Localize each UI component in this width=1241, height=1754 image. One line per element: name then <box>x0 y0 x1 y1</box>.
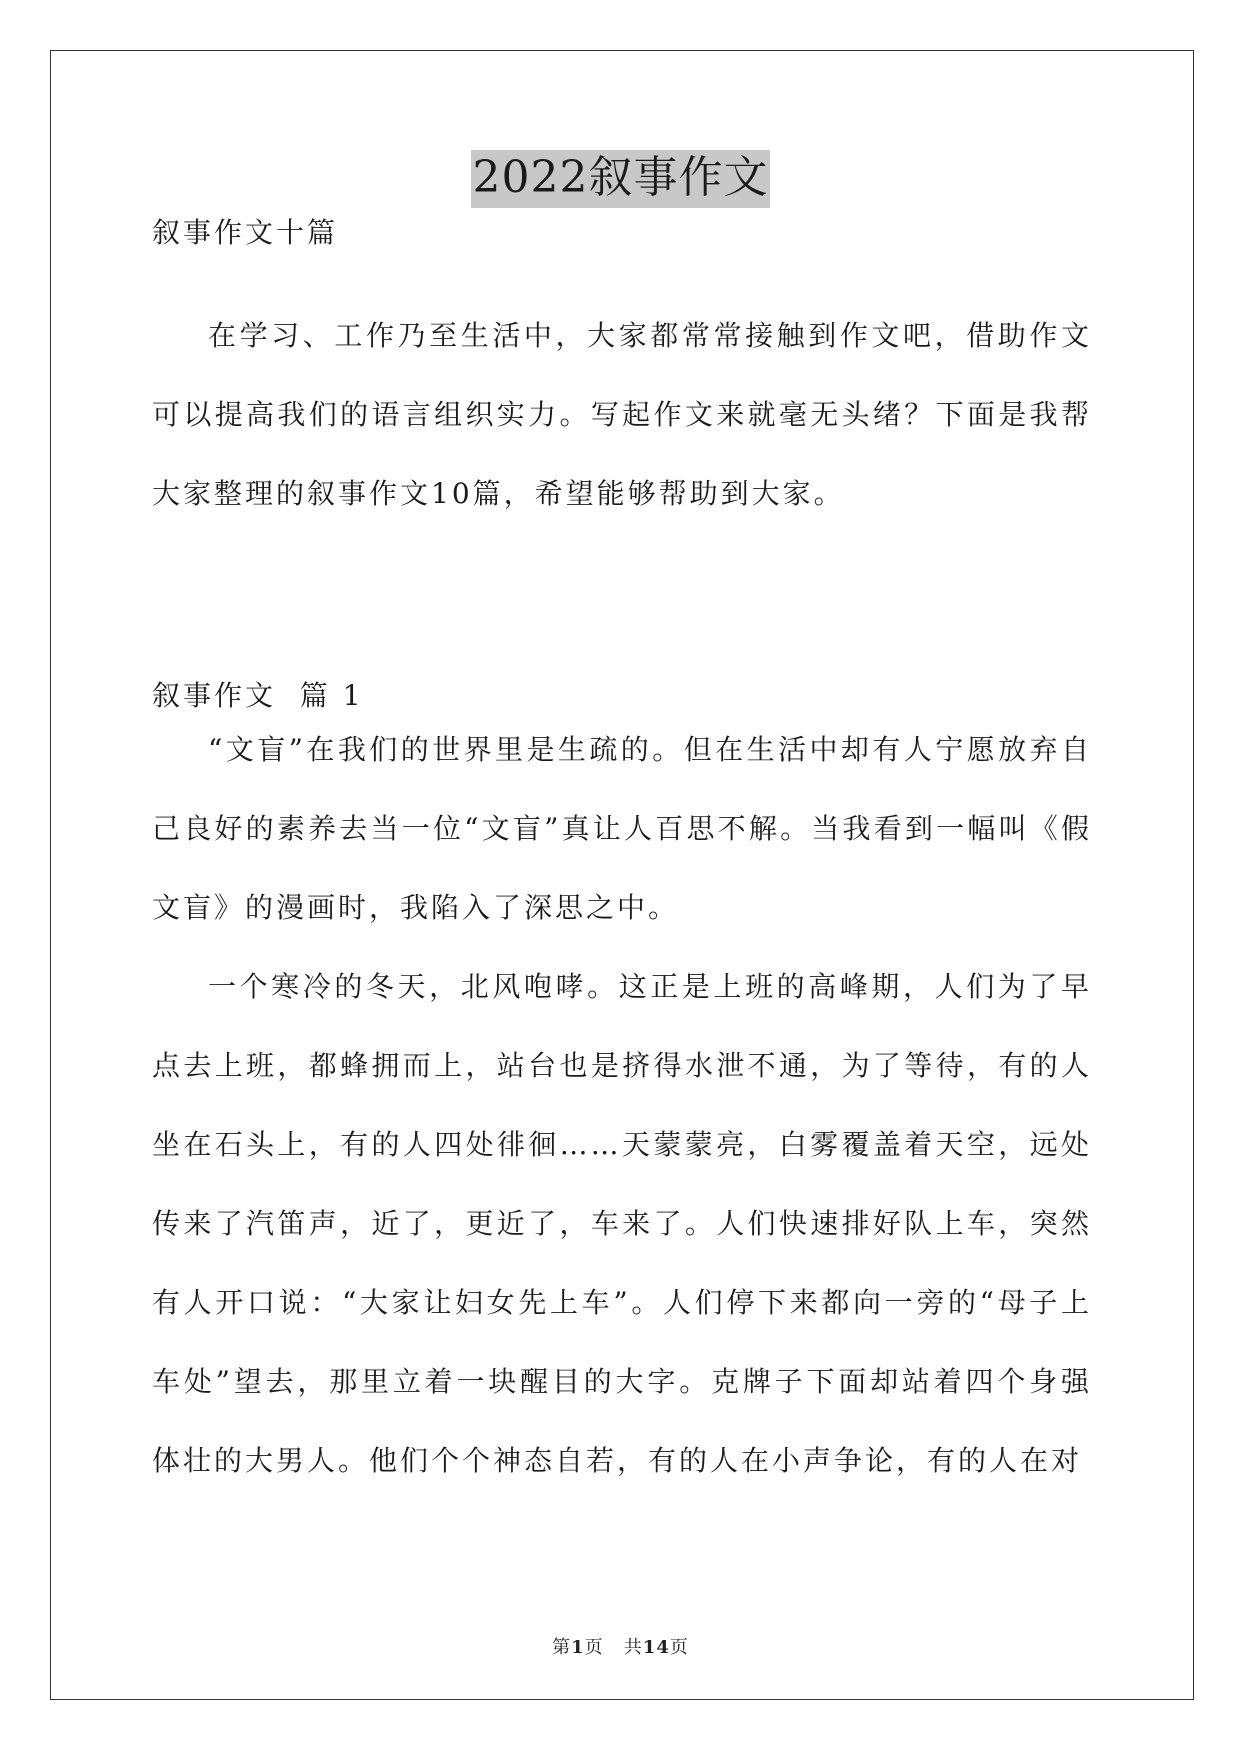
footer-prefix: 第 <box>552 1637 572 1658</box>
body-paragraph-1: “文盲”在我们的世界里是生疏的。但在生活中却有人宁愿放弃自己良好的素养去当一位“文盲”真让人百思不解。当我看到一幅叫《假文盲》的漫画时，我陷入了深思之中。 <box>152 733 1092 924</box>
section-heading-main: 叙事作文十篇 <box>152 216 339 249</box>
footer-total-suffix: 页 <box>669 1637 689 1658</box>
footer-current-page: 1 <box>571 1637 585 1658</box>
footer-total-prefix: 共 <box>623 1637 643 1658</box>
page-footer <box>0 1633 1241 1659</box>
document-title <box>0 150 1241 208</box>
section-heading-part1: 叙事作文 篇 1 <box>152 679 364 712</box>
footer-page-word: 页 <box>584 1637 604 1658</box>
intro-block <box>152 296 1092 533</box>
document-title-text: 2022叙事作文 <box>471 150 771 208</box>
footer-total-pages: 14 <box>642 1637 670 1658</box>
body-paragraph-2: 一个寒冷的冬天，北风咆哮。这正是上班的高峰期，人们为了早点去上班，都蜂拥而上，站台也是挤得水泄不通，为了等待，有的人坐在石头上，有的人四处徘徊……天蒙蒙亮，白雾覆盖着天空，远处传来了汽笛声，近了，更近了，车来了。人们快速排好队上车，突然有人开口说：“大家让妇女先上车”。人们停下来都向一旁的“母子上车处”望去，那里立着一块醒目的大字。克牌子下面却站着四个身强体壮的大男人。他们个个神态自若，有的人在小声争论，有的人在对 <box>152 970 1092 1477</box>
intro-paragraph: 在学习、工作乃至生活中，大家都常常接触到作文吧，借助作文可以提高我们的语言组织实力。写起作文来就毫无头绪？下面是我帮大家整理的叙事作文10篇，希望能够帮助到大家。 <box>152 319 1092 510</box>
body-block <box>152 710 1092 1500</box>
